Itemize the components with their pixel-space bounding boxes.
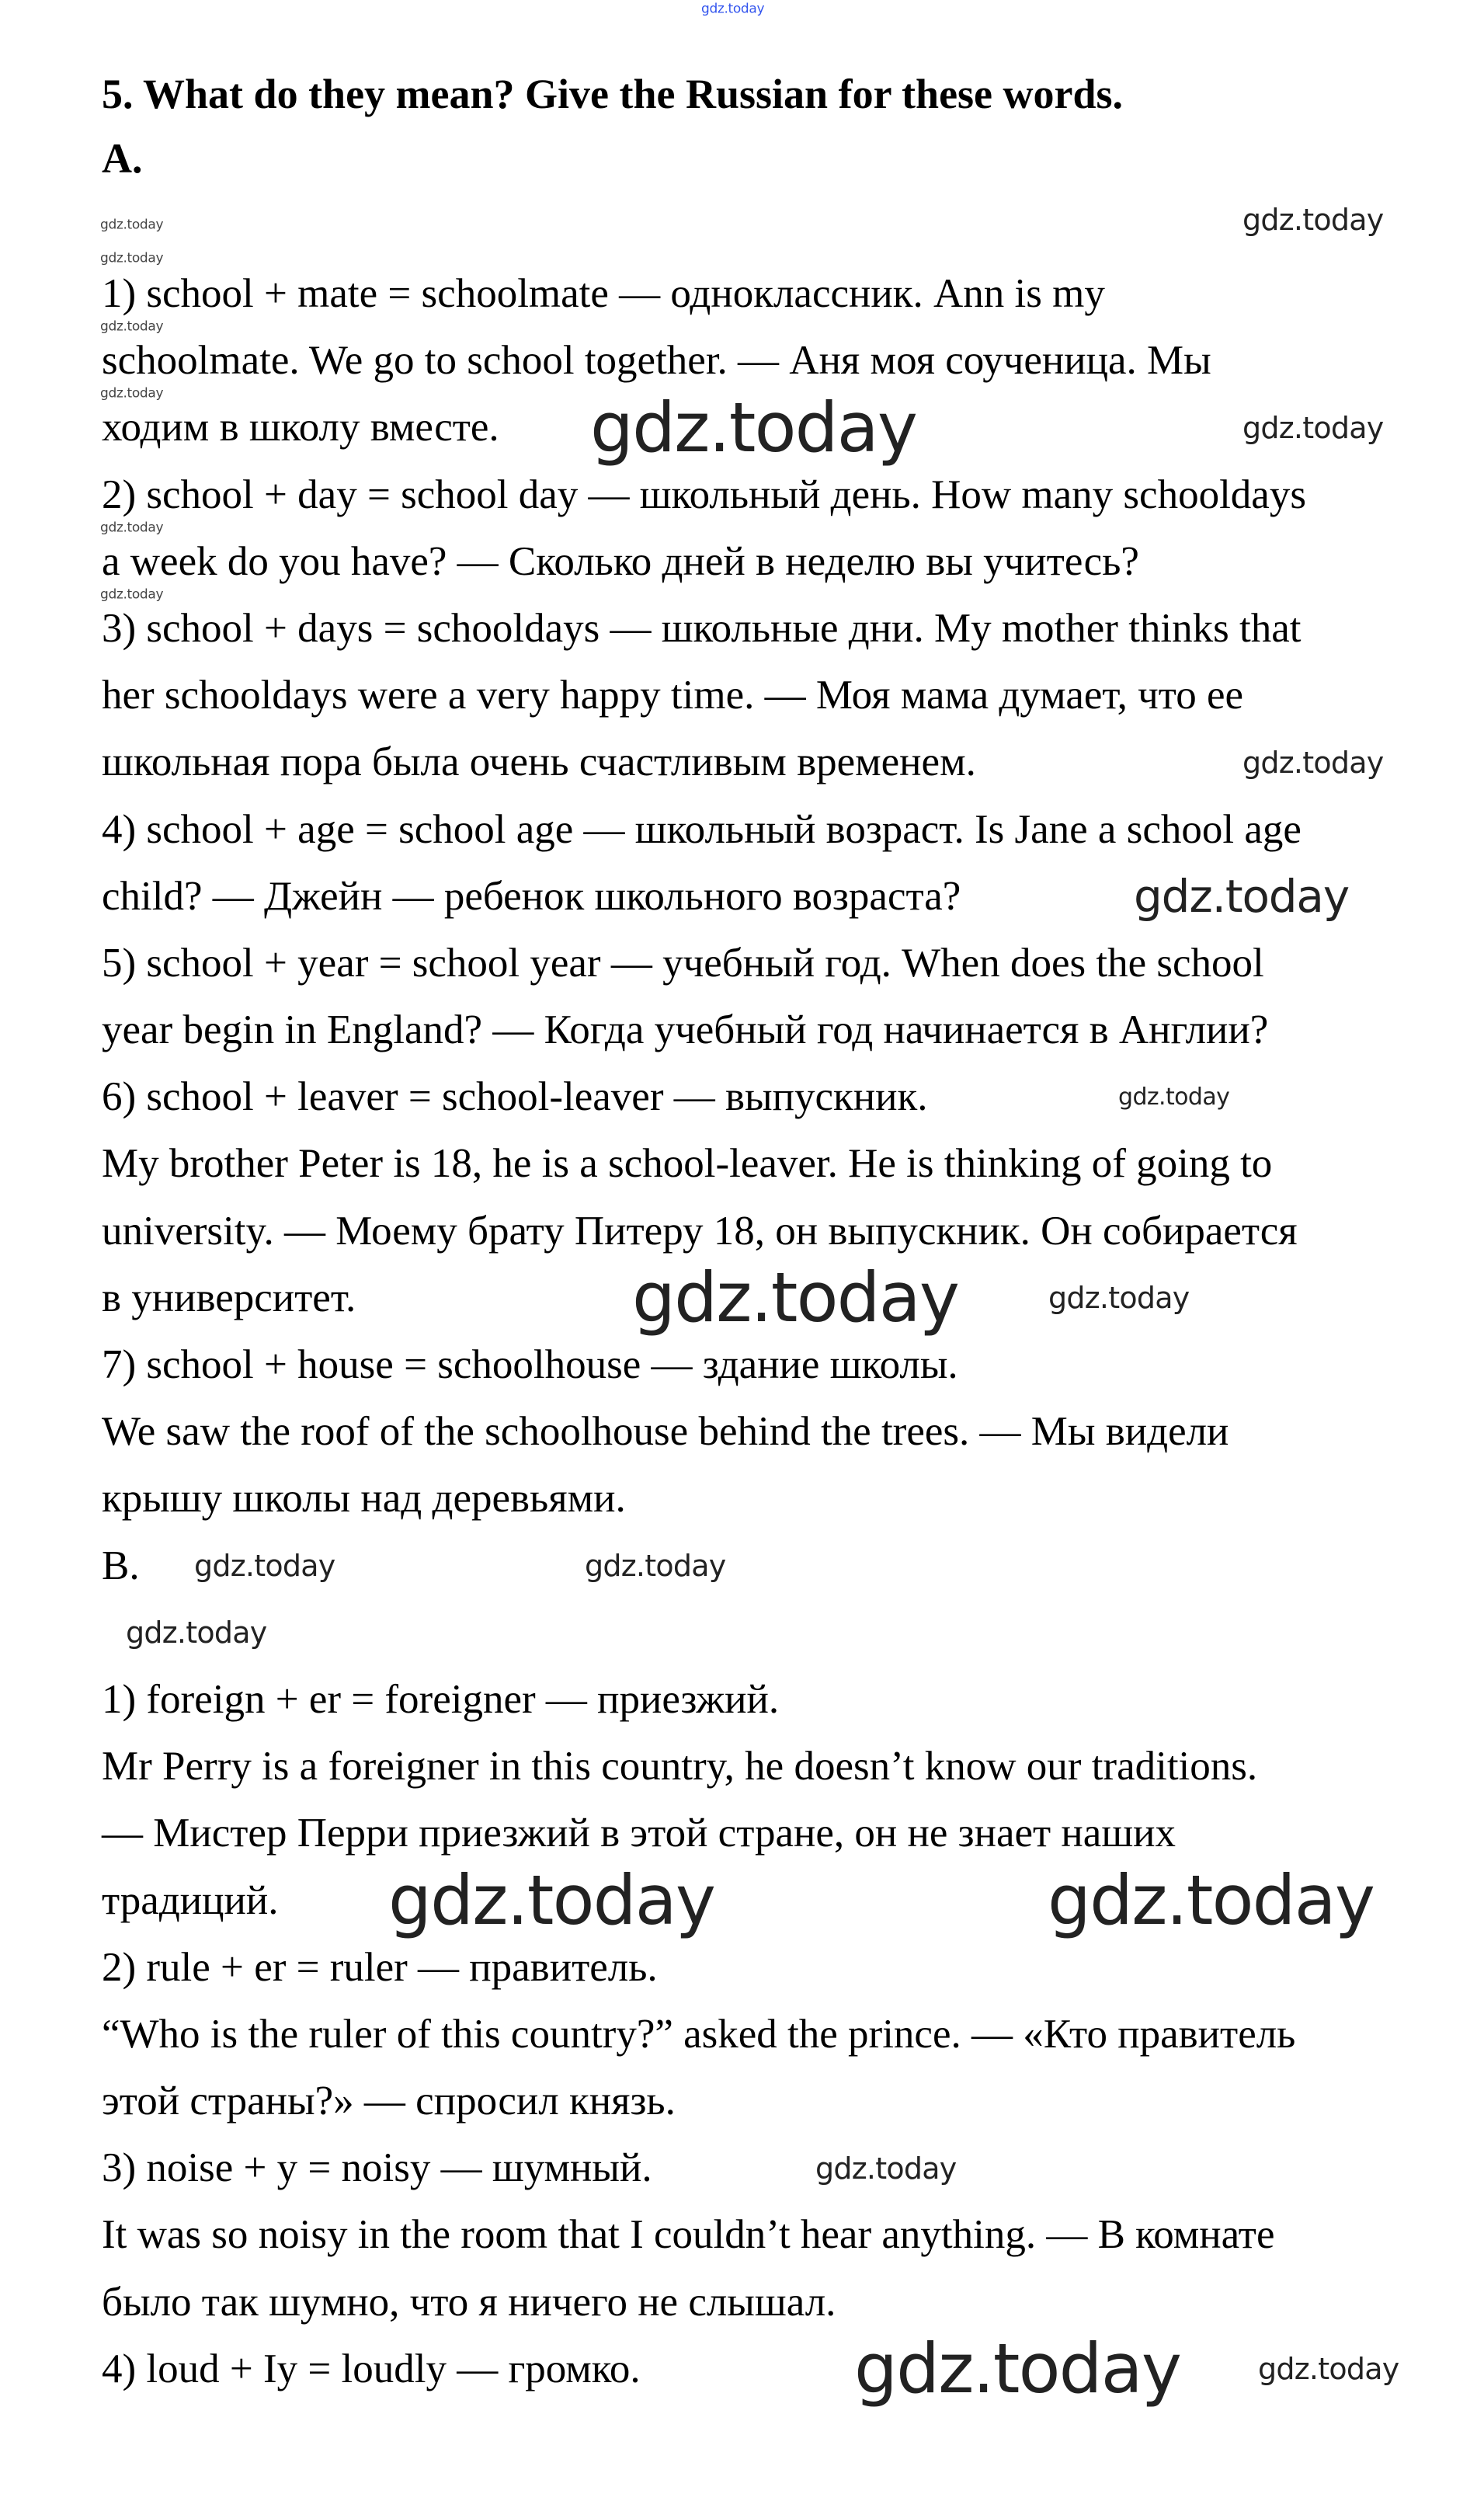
text-line: year begin in England? — Когда учебный год начинается в Англии?: [102, 1007, 1269, 1053]
text-line: university. — Моему брату Питеру 18, он выпускник. Он собирается: [102, 1208, 1298, 1254]
watermark: gdz.today: [100, 250, 164, 266]
text-line: 2) school + day = school day — школьный день. How many schooldays: [102, 471, 1306, 517]
watermark: gdz.today: [815, 2151, 957, 2186]
text-line: ходим в школу вместе.: [102, 405, 499, 450]
text-line: child? — Джейн — ребенок школьного возраста?: [102, 873, 961, 919]
text-line: 3) noise + y = noisy — шумный.: [102, 2145, 652, 2191]
text-line: schoolmate. We go to school together. — Аня моя соученица. Мы: [102, 338, 1211, 384]
watermark: gdz.today: [1118, 1084, 1230, 1111]
text-line: her schooldays were a very happy time. — Моя мама думает, что ее: [102, 673, 1243, 718]
text-line: 4) school + age = school age — школьный возраст. Is Jane a school age: [102, 806, 1302, 852]
watermark: gdz.today: [854, 2329, 1181, 2409]
text-line: 2) rule + er = ruler — правитель.: [102, 1944, 658, 1990]
text-line: My brother Peter is 18, he is a school-leaver. He is thinking of going to: [102, 1141, 1273, 1187]
watermark: gdz.today: [585, 1549, 726, 1583]
text-line: 6) school + leaver = school-leaver — выпускник.: [102, 1074, 928, 1120]
watermark: gdz.today: [100, 586, 164, 603]
watermark: gdz.today: [388, 1860, 715, 1940]
text-line: 7) school + house = schoolhouse — здание школы.: [102, 1342, 958, 1387]
watermark: gdz.today: [590, 388, 917, 468]
watermark: gdz.today: [1134, 870, 1349, 923]
text-line: “Who is the ruler of this country?” asked the prince. — «Кто правитель: [102, 2011, 1296, 2057]
watermark: gdz.today: [632, 1257, 959, 1337]
text-line: 1) foreign + er = foreigner — приезжий.: [102, 1676, 780, 1722]
section-b-heading: B.: [102, 1543, 140, 1588]
watermark: gdz.today: [701, 1, 765, 17]
text-line: крышу школы над деревьями.: [102, 1476, 626, 1522]
watermark: gdz.today: [1242, 411, 1384, 445]
text-line: традиций.: [102, 1877, 279, 1923]
text-line: 3) school + days = schooldays — школьные дни. My mother thinks that: [102, 605, 1302, 651]
text-line: 1) school + mate = schoolmate — одноклассник. Ann is my: [102, 271, 1105, 316]
text-line: этой страны?» — спросил князь.: [102, 2078, 676, 2124]
text-line: было так шумно, что я ничего не слышал.: [102, 2279, 836, 2325]
watermark: gdz.today: [100, 318, 164, 335]
watermark: gdz.today: [1242, 746, 1384, 780]
watermark: gdz.today: [194, 1549, 335, 1583]
section-a-heading: A.: [102, 135, 143, 182]
watermark: gdz.today: [1048, 1281, 1190, 1315]
text-line: Mr Perry is a foreigner in this country, he doesn’t know our traditions.: [102, 1744, 1258, 1790]
watermark: gdz.today: [100, 385, 164, 402]
exercise-title: 5. What do they mean? Give the Russian for these words.: [102, 71, 1124, 117]
text-line: It was so noisy in the room that I couldn’t hear anything. — В комнате: [102, 2212, 1275, 2258]
text-line: 4) loud + Iy = loudly — громко.: [102, 2346, 641, 2391]
watermark: gdz.today: [100, 217, 164, 233]
watermark: gdz.today: [1242, 203, 1384, 237]
watermark: gdz.today: [1258, 2352, 1399, 2386]
watermark: gdz.today: [100, 520, 164, 536]
text-line: в университет.: [102, 1275, 356, 1320]
text-line: a week do you have? — Сколько дней в неделю вы учитесь?: [102, 538, 1139, 584]
text-line: We saw the roof of the schoolhouse behind the trees. — Мы видели: [102, 1409, 1229, 1455]
text-line: 5) school + year = school year — учебный год. When does the school: [102, 940, 1264, 986]
watermark: gdz.today: [126, 1616, 267, 1650]
text-line: — Мистер Перри приезжий в этой стране, он не знает наших: [102, 1810, 1176, 1856]
watermark: gdz.today: [1048, 1860, 1375, 1940]
text-line: школьная пора была очень счастливым временем.: [102, 739, 976, 785]
